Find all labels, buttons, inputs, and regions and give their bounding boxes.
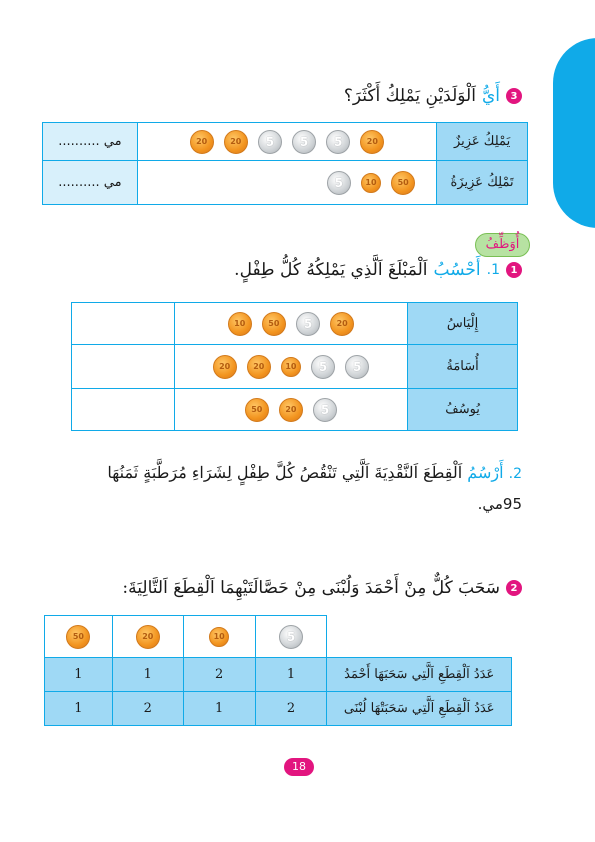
- q2-heading: [122, 578, 522, 598]
- coin-50-icon: 50: [262, 312, 286, 336]
- q3-answer-1: .......... مي: [43, 123, 138, 161]
- ex1-sub-number: 1.: [486, 262, 500, 278]
- coin-20-icon: 20: [190, 130, 214, 154]
- ex2-paragraph: [52, 458, 522, 519]
- q2-cell: 1: [183, 692, 255, 726]
- coin-20-icon: 20: [330, 312, 354, 336]
- q2-header-coin-10: [183, 616, 255, 658]
- ex1-coins-1: [174, 303, 407, 345]
- q2-row-label-ahmad: عَدَدُ اَلْقِطَعِ اَلَّتِي سَحَبَهَا أَحْمَدُ: [327, 658, 512, 692]
- coin-5-icon: 5: [327, 171, 351, 195]
- q3-table: [42, 122, 528, 205]
- q2-header-empty: [327, 616, 512, 658]
- q2-text: سَحَبَ كُلٌّ مِنْ أَحْمَدَ وَلُبْنَى مِنْ حَصَّالَتَيْهِمَا اَلْقِطَعَ اَلتَّالِيَةَ:: [122, 578, 500, 598]
- q3-number-badge: 3: [506, 88, 522, 104]
- ex1-answer-3[interactable]: [72, 389, 175, 431]
- q3-coins-2: [137, 161, 436, 205]
- coin-20-icon: 20: [360, 130, 384, 154]
- coin-5-icon: 5: [313, 398, 337, 422]
- coin-20-icon: 20: [279, 398, 303, 422]
- coin-20-icon: 20: [247, 355, 271, 379]
- q3-heading: [344, 86, 522, 106]
- coin-5-icon: 5: [292, 130, 316, 154]
- coin-10-icon: 10: [228, 312, 252, 336]
- q2-cell: 1: [112, 658, 183, 692]
- coin-5-icon: 5: [311, 355, 335, 379]
- wadhif-banner: أُوَظِّفُ: [475, 233, 530, 257]
- coin-20-icon: 20: [213, 355, 237, 379]
- q2-cell: 2: [183, 658, 255, 692]
- q2-row-label-lubna: عَدَدُ اَلْقِطَعِ اَلَّتِي سَحَبَتْهَا لُبْنَى: [327, 692, 512, 726]
- ex2-verb: أَرْسُمُ: [467, 463, 504, 482]
- ex1-verb: أَحْسُبُ: [433, 260, 481, 280]
- ex1-text: اَلْمَبْلَغَ اَلَّذِي يَمْلِكُهُ كُلُّ طِفْلٍ.: [234, 260, 428, 280]
- coin-50-icon: 50: [245, 398, 269, 422]
- q2-table: [44, 615, 512, 726]
- page-number: 18: [284, 758, 314, 776]
- q2-header-coin-5: [255, 616, 327, 658]
- q3-prefix: أَيُّ: [481, 86, 500, 106]
- coin-5-icon: 5: [296, 312, 320, 336]
- coin-20-icon: 20: [136, 625, 160, 649]
- coin-5-icon: 5: [326, 130, 350, 154]
- q3-text: اَلْوَلَدَيْنِ يَمْلِكُ أَكْثَرَ؟: [343, 86, 476, 106]
- coin-20-icon: 20: [224, 130, 248, 154]
- ex2-price: 95مي.: [477, 495, 522, 513]
- ex1-answer-2[interactable]: [72, 345, 175, 389]
- q2-cell: 2: [255, 692, 327, 726]
- coin-5-icon: 5: [258, 130, 282, 154]
- ex1-coins-2: [174, 345, 407, 389]
- coin-5-icon: 5: [345, 355, 369, 379]
- ex1-label-3: يُوسُفُ: [408, 389, 518, 431]
- coin-10-icon: 10: [281, 357, 301, 377]
- coin-10-icon: 10: [361, 173, 381, 193]
- coin-5-icon: 5: [279, 625, 303, 649]
- ex1-answer-1[interactable]: [72, 303, 175, 345]
- q3-coins-1: [137, 123, 436, 161]
- q2-header-coin-20: [112, 616, 183, 658]
- q3-answer-2: .......... مي: [43, 161, 138, 205]
- ex1-number-badge: 1: [506, 262, 522, 278]
- q2-cell: 2: [112, 692, 183, 726]
- coin-50-icon: 50: [391, 171, 415, 195]
- ex1-label-2: أُسَامَةُ: [408, 345, 518, 389]
- ex1-coins-3: [174, 389, 407, 431]
- ex1-label-1: إِلْيَاسُ: [408, 303, 518, 345]
- ex1-heading: [234, 260, 522, 280]
- ex2-text: اَلْقِطَعَ اَلنَّقْدِيَةَ اَلَّتِي تَنْقُصُ كُلَّ طِفْلٍ لِشَرَاءِ مُرَطَّبَةٍ ثَمَنُهَا: [107, 463, 463, 482]
- q2-cell: 1: [45, 658, 113, 692]
- coin-50-icon: 50: [66, 625, 90, 649]
- q2-cell: 1: [45, 692, 113, 726]
- q2-header-coin-50: [45, 616, 113, 658]
- coin-10-icon: 10: [209, 627, 229, 647]
- q3-label-2: تَمْلِكُ عَزِيزَةُ: [437, 161, 528, 205]
- q3-label-1: يَمْلِكُ عَزِيزٌ: [437, 123, 528, 161]
- ex2-sub-number: 2.: [508, 466, 522, 482]
- ex1-table: [71, 302, 518, 431]
- q2-cell: 1: [255, 658, 327, 692]
- q2-number-badge: 2: [506, 580, 522, 596]
- chapter-side-tab: [553, 38, 595, 228]
